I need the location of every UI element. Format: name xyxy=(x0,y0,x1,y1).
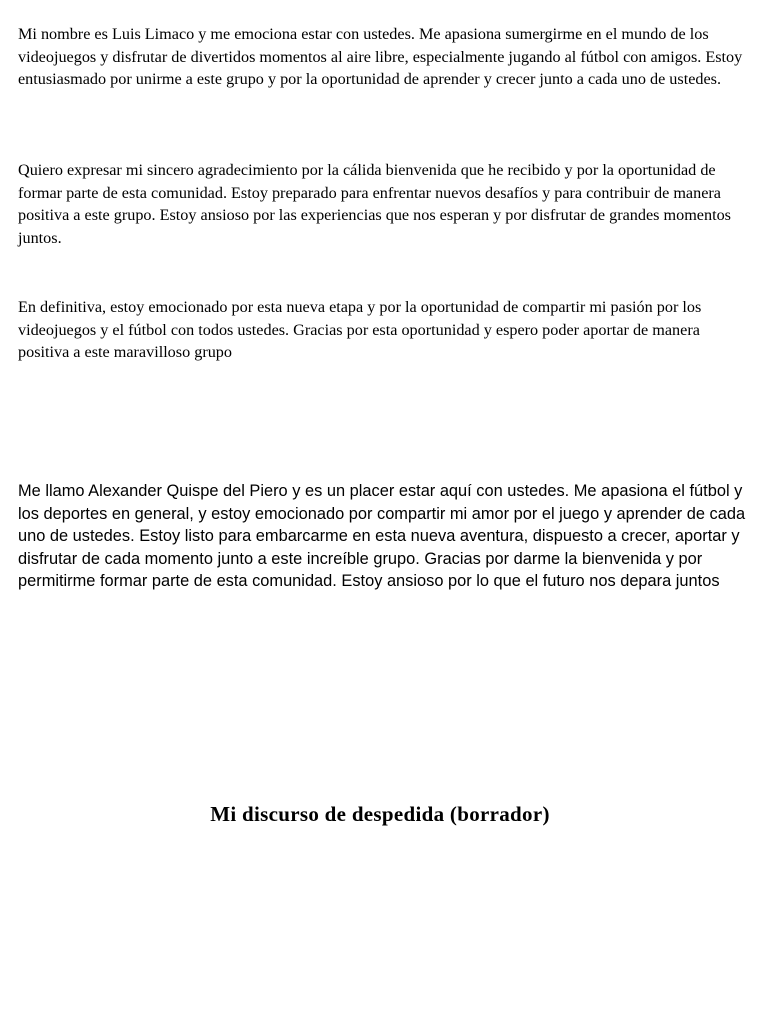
paragraph-luis-intro: Mi nombre es Luis Limaco y me emociona estar con ustedes. Me apasiona sumergirme en el mundo de los videojuegos y disfrutar de divertidos momentos al aire libre, especialmente jugando al fútbol con amigos. Estoy entusiasmado por unirme a este grupo y por la oportunidad de aprender y crecer junto a cada uno de ustedes. xyxy=(18,25,743,89)
paragraph-luis-closing: En definitiva, estoy emocionado por esta nueva etapa y por la oportunidad de compartir mi pasión por los videojuegos y el fútbol con todos ustedes. Gracias por esta oportunidad y espero poder aportar de manera positiva a este maravilloso grupo xyxy=(18,298,702,362)
paragraph-luis-gratitude: Quiero expresar mi sincero agradecimiento por la cálida bienvenida que he recibido y por la oportunidad de formar parte de esta comunidad. Estoy preparado para enfrentar nuevos desafíos y para contribuir de manera positiva a este grupo. Estoy ansioso por las experiencias que nos esperan y por disfrutar de grandes momentos juntos. xyxy=(18,161,731,248)
paragraph-alexander-intro: Me llamo Alexander Quispe del Piero y es un placer estar aquí con ustedes. Me apasiona el fútbol y los deportes en general, y estoy emocionado por compartir mi amor por el juego y aprender de cada uno de ustedes. Estoy listo para embarcarme en esta nueva aventura, dispuesto a crecer, aportar y disfrutar de cada momento junto a este increíble grupo. Gracias por darme la bienvenida y por permitirme formar parte de esta comunidad. Estoy ansioso por lo que el futuro nos depara juntos xyxy=(18,482,746,590)
farewell-speech-heading: Mi discurso de despedida (borrador) xyxy=(210,802,550,826)
